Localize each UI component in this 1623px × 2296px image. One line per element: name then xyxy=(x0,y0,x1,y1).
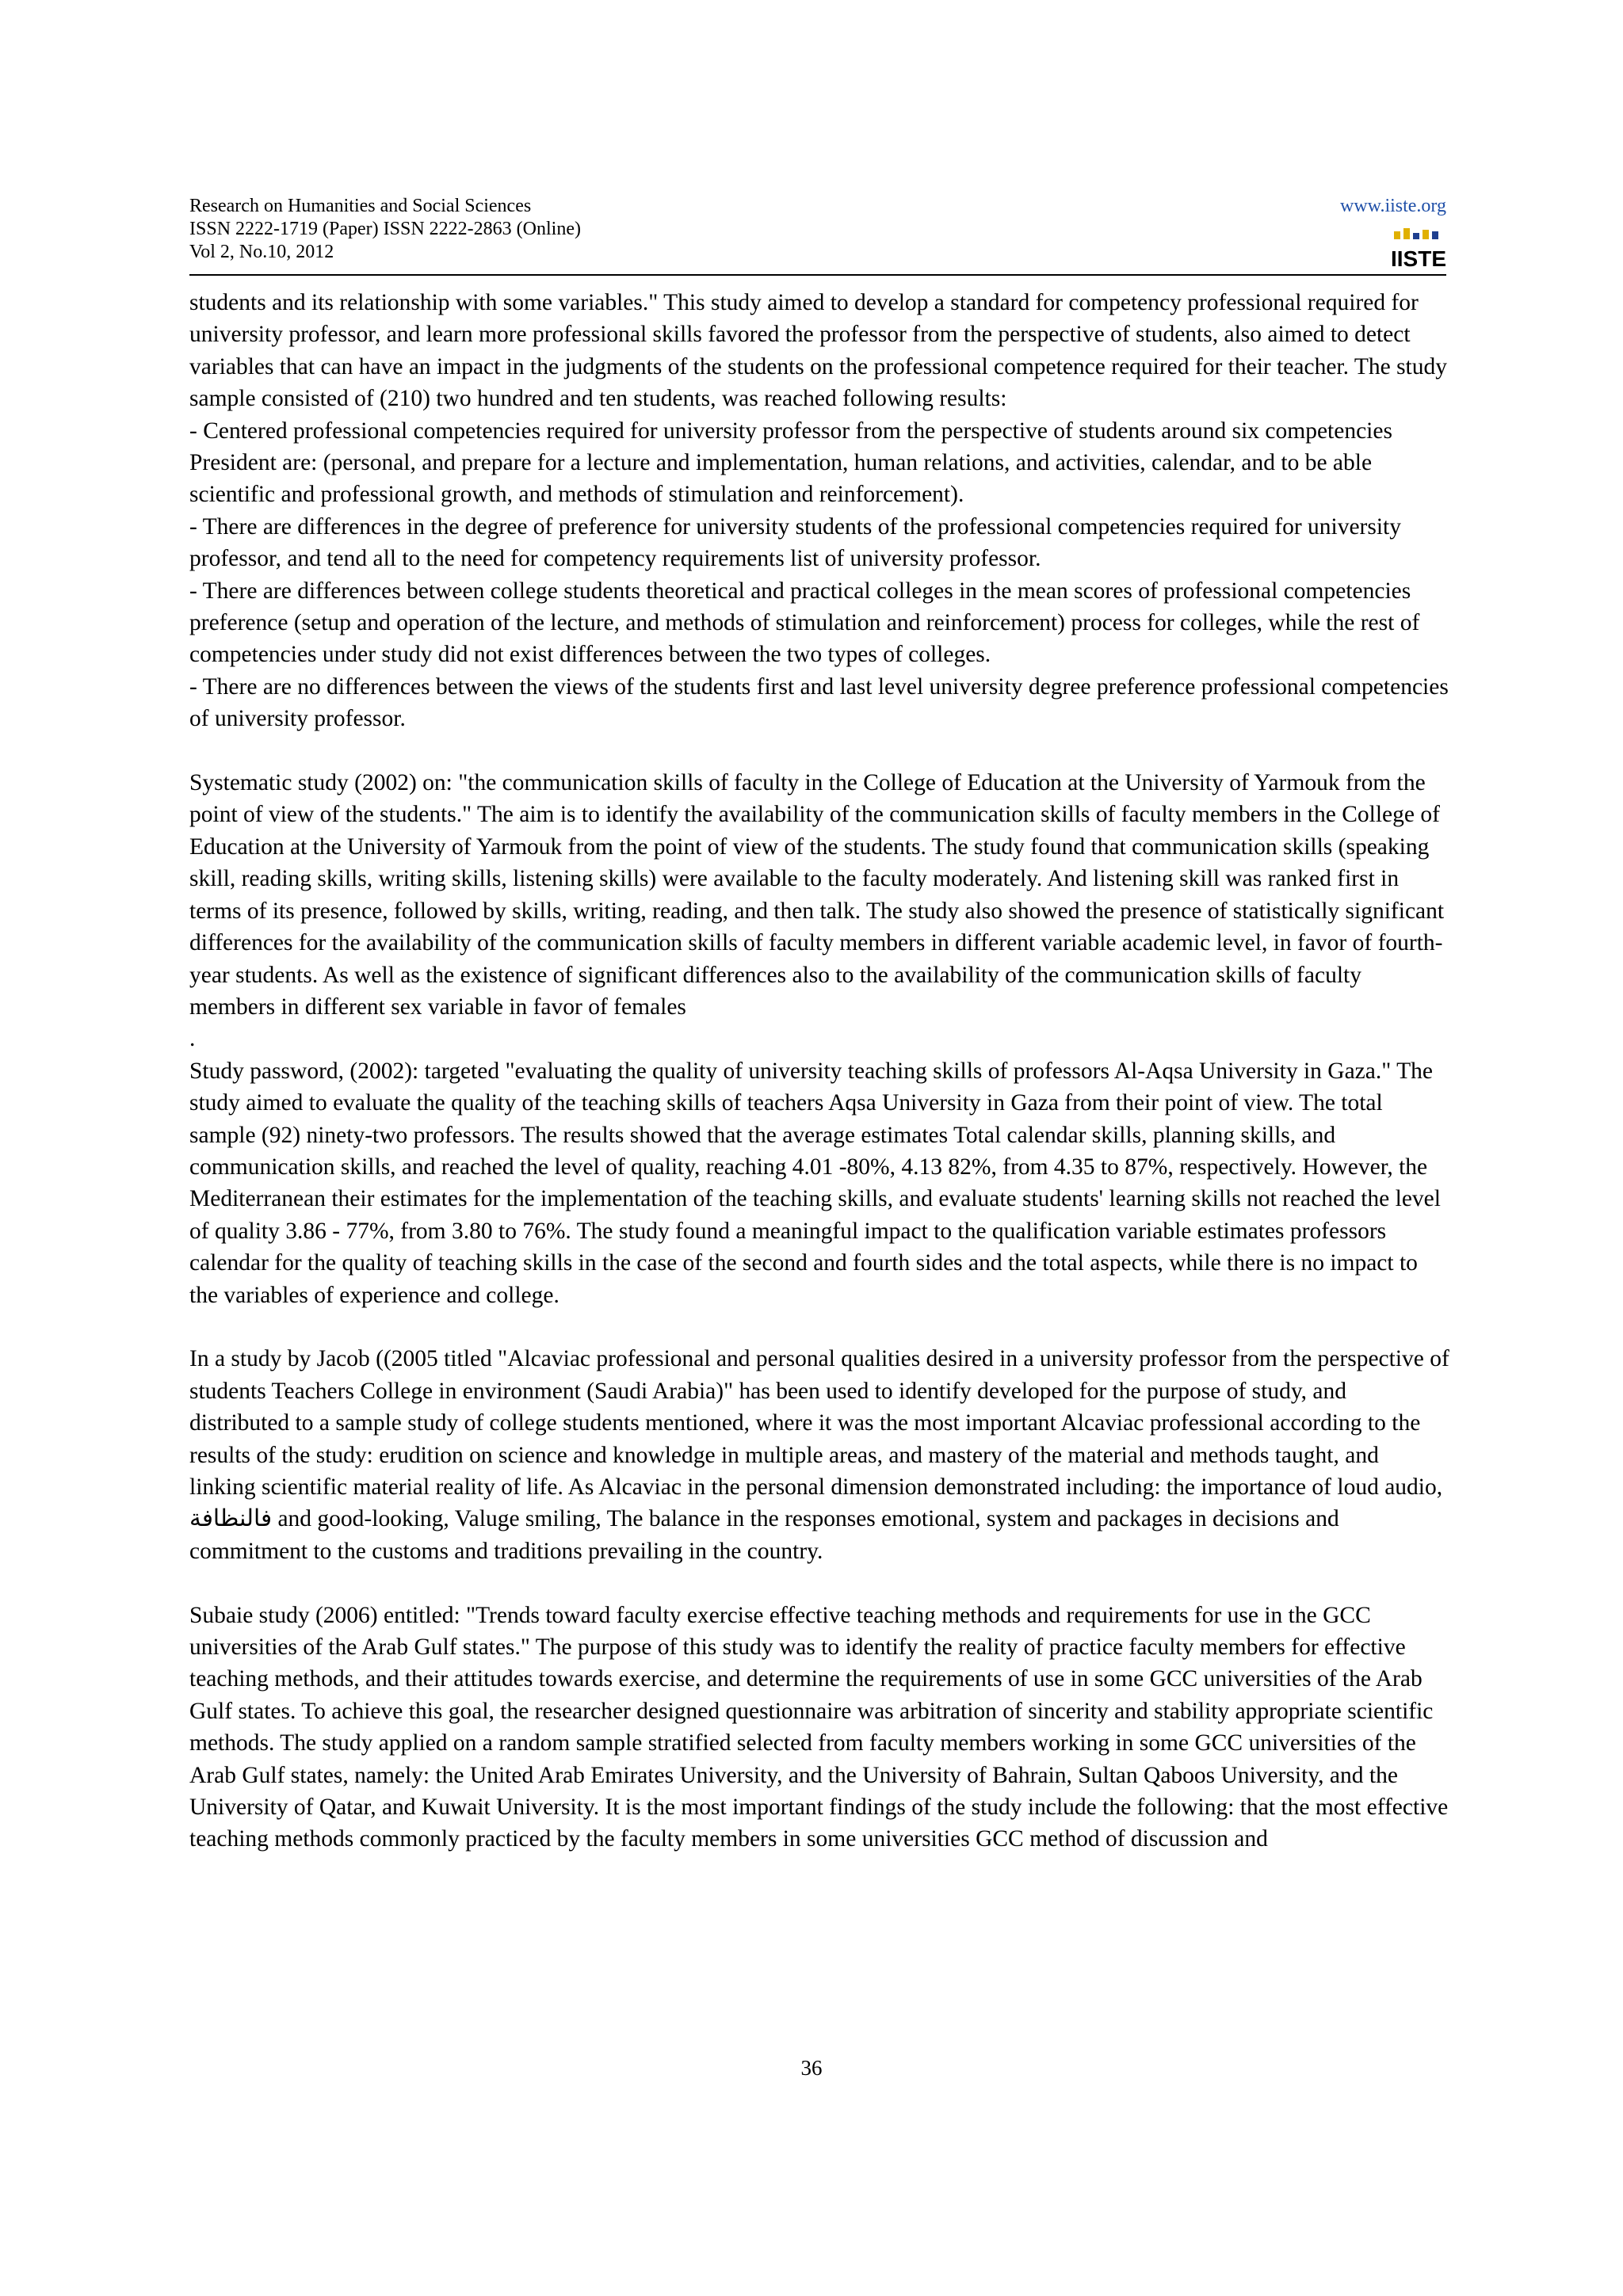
iiste-logo xyxy=(1391,227,1446,271)
paragraph-gap xyxy=(189,735,1449,767)
paragraph: . xyxy=(189,1026,196,1052)
page-number: 36 xyxy=(800,2056,823,2080)
article-body xyxy=(189,287,1449,1855)
paragraph: Systematic study (2002) on: "the communication skills of faculty in the College of Education at the University of Yarmouk from the point of view of the students." The aim is to identify the availability of the communication skills of faculty members in the College of Education at the University of Yarmouk from the point of view of the students. The study found that communication skills (speaking skill, reading skills, writing skills, listening skills) were available to the faculty moderately. And listening skill was ranked first in terms of its presence, followed by skills, writing, reading, and then talk. The study also showed the presence of statistically significant differences for the availability of the communication skills of faculty members in different variable academic level, in favor of fourth-year students. As well as the existence of significant differences also to the availability of the communication skills of faculty members in different sex variable in favor of females xyxy=(189,770,1445,1020)
page-header xyxy=(189,195,1446,271)
iiste-logo-graphic xyxy=(1391,227,1446,271)
paragraph: - There are differences in the degree of preference for university students of the professional competencies required for university professor, and tend all to the need for competency requirements list of university professor. xyxy=(189,513,1402,572)
logo-bar-3 xyxy=(1413,233,1419,239)
journal-title: Research on Humanities and Social Sciences xyxy=(189,196,532,216)
volume-line: Vol 2, No.10, 2012 xyxy=(189,242,334,262)
logo-bar-1 xyxy=(1394,231,1400,239)
logo-text: IISTE xyxy=(1391,246,1446,271)
paragraph: students and its relationship with some variables." This study aimed to develop a standard for competency professional required for university professor, and learn more professional skills favored the professor from the perspective of students, also aimed to detect variables that can have an impact in the judgments of the students on the professional competence required for their teacher. The study sample consisted of (210) two hundred and ten students, was reached following results: xyxy=(189,290,1448,412)
paragraph: In a study by Jacob ((2005 titled "Alcaviac professional and personal qualities desired in a university professor from the perspective of students Teachers College in environment (Saudi Arabia)" has been used to identify developed for the purpose of study, and distributed to a sample study of college students mentioned, where it was the most important Alcaviac professional according to the results of the study: erudition on science and knowledge in multiple areas, and mastery of the material and methods taught, and linking scientific material reality of life. As Alcaviac in the personal dimension demonstrated including: the importance of loud audio, فالنظافة and good-looking, Valuge smiling, The balance in the responses emotional, system and packages in decisions and commitment to the customs and traditions prevailing in the country. xyxy=(189,1346,1449,1564)
logo-bar-4 xyxy=(1423,230,1429,239)
header-rule xyxy=(189,274,1446,276)
logo-bar-2 xyxy=(1403,228,1410,239)
logo-bar-5 xyxy=(1432,231,1438,239)
paragraph: Subaie study (2006) entitled: "Trends toward faculty exercise effective teaching methods and requirements for use in the GCC universities of the Arab Gulf states." The purpose of this study was to identify the reality of practice faculty members for effective teaching methods, and their attitudes towards exercise, and determine the requirements of use in some GCC universities of the Arab Gulf states. To achieve this goal, the researcher designed questionnaire was arbitration of sincerity and stability appropriate scientific methods. The study applied on a random sample stratified selected from faculty members working in some GCC universities of the Arab Gulf states, namely: the United Arab Emirates University, and the University of Bahrain, Sultan Qaboos University, and the University of Qatar, and Kuwait University. It is the most important findings of the study include the following: that the most effective teaching methods commonly practiced by the faculty members in some universities GCC method of discussion and xyxy=(189,1602,1449,1852)
paragraph: Study password, (2002): targeted "evaluating the quality of university teaching skills of professors Al-Aqsa University in Gaza." The study aimed to evaluate the quality of the teaching skills of teachers Aqsa University in Gaza from their point of view. The total sample (92) ninety-two professors. The results showed that the average estimates Total calendar skills, planning skills, and communication skills, and reached the level of quality, reaching 4.01 -80%, 4.13 82%, from 4.35 to 87%, respectively. However, the Mediterranean their estimates for the implementation of the teaching skills, and evaluate students' learning skills not reached the level of quality 3.86 - 77%, from 3.80 to 76%. The study found a meaningful impact to the qualification variable estimates professors calendar for the quality of teaching skills in the case of the second and fourth sides and the total aspects, while there is no impact to the variables of experience and college. xyxy=(189,1058,1441,1308)
paragraph-gap xyxy=(189,1567,1449,1599)
paragraph: - There are differences between college students theoretical and practical colleges in the mean scores of professional competencies preference (setup and operation of the lecture, and methods of stimulation and reinforcement) process for colleges, while the rest of competencies under study did not exist differences between the two types of colleges. xyxy=(189,578,1420,668)
paragraph: - Centered professional competencies required for university professor from the perspective of students around six competencies President are: (personal, and prepare for a lecture and implementation, human relations, and activities, calendar, and to be able scientific and professional growth, and methods of stimulation and reinforcement). xyxy=(189,418,1392,508)
paragraph: - There are no differences between the views of the students first and last level university degree preference professional competencies of university professor. xyxy=(189,673,1449,732)
paragraph-gap xyxy=(189,1311,1449,1343)
journal-info xyxy=(189,195,1446,264)
issn-line: ISSN 2222-1719 (Paper) ISSN 2222-2863 (Online) xyxy=(189,219,581,239)
website-link[interactable]: www.iiste.org xyxy=(1340,196,1446,216)
